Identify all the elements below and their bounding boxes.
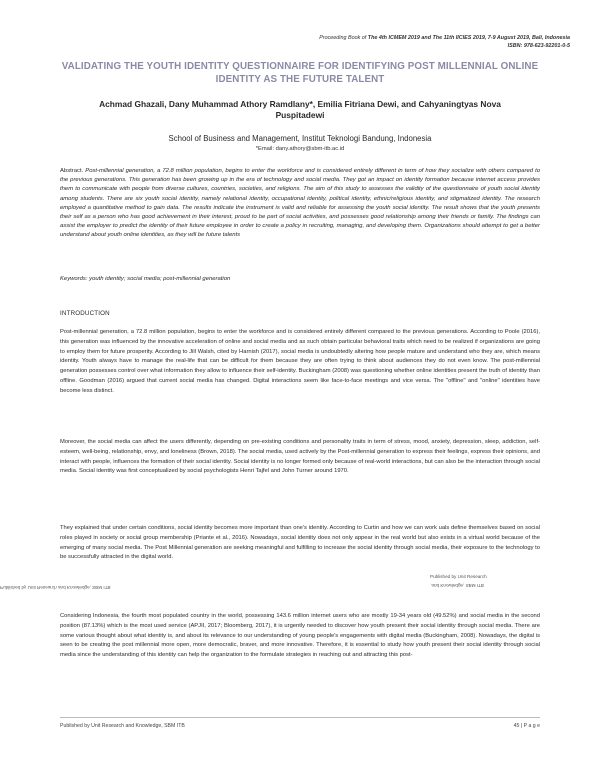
abstract-label: Abstract. <box>60 168 84 174</box>
header-prefix: Proceeding Book of <box>319 35 368 41</box>
mirrored-watermark-left: Published by Unit Research and Knowledge, SBM ITB <box>0 585 111 590</box>
header-isbn: ISBN: 978-623-92201-0-5 <box>507 43 570 49</box>
header-line-1 <box>150 34 570 42</box>
paragraph-2: Moreover, the social media can affect the users differently, depending on pre-existing conditions and personality traits in term of stress, mood, anxiety, depression, sleep, addiction, self-esteem, well-being, relationship, envy, and loneliness (Brown, 2018). The social media, used actively by the Post-millennial generation to express their feelings, express their opinions, and interact with people, influences the formation of their social identity. Social identity is no longer formed only because of real-world interactions, but can also be the interaction through social media. Social identity was first conceptualized by social psychologists Henri Tajfel and John Turner around 1970. <box>60 439 540 475</box>
paragraph-1: Post-millennial generation, a 72.8 million population, begins to enter the workforce and is considered entirely different compared to the previous generations. According to Poole (2016), this generation was influenced by the innovative acceleration of online and social media and as such obtain particular behavioral traits which need to be realized if organizations are going to employ them for future prosperity. According to Jill Walsh, cited by Harnish (2017), social media is undoubtedly altering how people mature and understand who they are, which means identity. Youth always have to manage the real-life that can be difficult for them because they are often trying to think about audiences they do not even know. The post-millennial generation possesses control over what information they allow to influence their self-identity. Buckingham (2008) was questioning whether online identities present the truth of identity than offline. Goodman (2016) argued that current social media has changed. Digital interactions seem like face-to-face meetings and vice versa. The "offline" and "online" identities have become less distinct. <box>60 329 540 394</box>
keywords: Keywords: youth identity; social media; post-millennial generation <box>60 276 231 282</box>
section-heading: INTRODUCTION <box>60 310 110 317</box>
footer-page-number: 45 | P a g e <box>513 723 540 729</box>
abstract-text: Post-millennial generation, a 72.8 million population, begins to enter the workforce and is considered entirely different in term of how they socialize with others compared to the previous generations. This generation has been growing up in the era of technology and social media. They got an impact on identity formation because internet access provides them to communicate with people from diverse cultures, countries, societies, and religions. The aim of this study to assesses the validity of the questionnaire of youth social identity among students. There are six youth social identity, namely relational identity, occupational identity, political identity, ethnic/religious identity, and stigmatized identity. The research employed a quantitative method to gain data. The results indicate the instrument is valid and reliable for assessing the youth social identity. The result shows that the youth presents their self as a person who has good achievement in their interest, proud to be part of social activities, and possesses good relationship among their friends or family. The findings can assist the employer to predict the identity of their future employee in order to create a policy in recruiting, managing, and developing them. Organizations should attempt to get a better understand about youth online identities, as they will be future talents <box>60 168 540 239</box>
abstract <box>60 167 540 241</box>
watermark-fragment-2: and Knowledge, SBM ITB <box>431 583 484 588</box>
footer-publisher: Published by Unit Research and Knowledge, SBM ITB <box>60 723 185 729</box>
paper-email: *Email: dany.athory@sbm-itb.ac.id <box>255 146 345 152</box>
watermark-fragment-1: Published by Unit Research <box>430 574 487 579</box>
paper-title: VALIDATING THE YOUTH IDENTITY QUESTIONNAIRE FOR IDENTIFYING POST MILLENNIAL ONLINE IDENTITY AS THE FUTURE TALENT <box>61 61 539 85</box>
paragraph-3: They explained that under certain conditions, social identity becomes more important than one's identity. According to Curtin and how we can work uals define themselves based on social roles played in society or social group membership (Priante et al., 2016). Nowadays, social identity does not only appear in the real world but also exists in a virtual world because of the emerging of many social media. The Post Millennial generation are seeking meaningful and fulfilling to increase the social identity through social media, their exposure to the technology to be successfully attracted in the digital world. <box>60 525 540 561</box>
running-header <box>150 34 570 50</box>
footer-divider <box>60 717 540 718</box>
header-conference: The 4th ICMEM 2019 and The 11th IICIES 2019, 7-9 August 2019, Bali, Indonesia <box>367 35 570 41</box>
paper-authors: Achmad Ghazali, Dany Muhammad Athory Ramdlany*, Emilia Fitriana Dewi, and Cahyaningtyas Nova Puspitadewi <box>99 99 501 120</box>
paper-affiliation: School of Business and Management, Institut Teknologi Bandung, Indonesia <box>168 134 432 143</box>
paragraph-4: Considering Indonesia, the fourth most populated country in the world, possessing 143.6 million internet users who are mostly 19-34 years old (49.52%) and social media in the second position (87.13%) which is the most used service (APJII, 2017; Bloomberg, 2017), it is urgently needed to discover how youth present their social identity through social media. There are some various thought about what identity is, and about its relevance to our understanding of young people's engagements with digital media (Buckingham, 2008). Nowadays, the digital is seen to be creating the post millennial more open, more democratic, braver, and more innovative. Therefore, it is essential to study how youth present their social identity through social media since the understanding of this identity can help the organization to the formulate strategies in reaching out and attracting this post- <box>60 613 540 659</box>
